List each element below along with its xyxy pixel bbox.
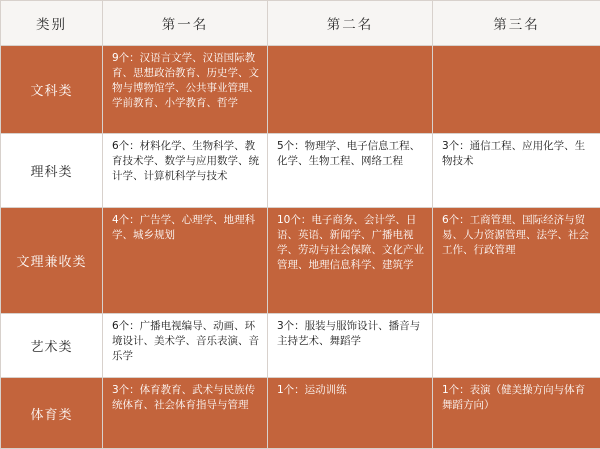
cell-text [433,46,600,51]
first-place-cell [103,314,268,378]
third-place-cell [433,46,600,134]
cell-text: 6个：工商管理、国际经济与贸易、人力资源管理、法学、社会工作、行政管理 [433,208,600,258]
third-place-cell [433,208,600,314]
cell-text: 1个：运动训练 [268,378,432,398]
second-place-cell [268,314,433,378]
first-place-cell [103,134,268,208]
category-cell: 理科类 [1,134,103,208]
third-place-cell [433,378,600,449]
header-first: 第一名 [103,1,268,46]
category-cell: 文理兼收类 [1,208,103,314]
table-row [1,208,600,314]
cell-text: 3个：体育教育、武术与民族传统体育、社会体育指导与管理 [103,378,267,413]
first-place-cell [103,378,268,449]
cell-text: 3个：服装与服饰设计、播音与主持艺术、舞蹈学 [268,314,432,349]
first-place-cell [103,46,268,134]
table-row [1,134,600,208]
category-cell: 体育类 [1,378,103,449]
cell-text [268,46,432,51]
header-third: 第三名 [433,1,600,46]
second-place-cell [268,208,433,314]
cell-text: 9个：汉语言文学、汉语国际教育、思想政治教育、历史学、文物与博物馆学、公共事业管理、学前教育、小学教育、哲学 [103,46,267,111]
cell-text: 6个：材料化学、生物科学、教育技术学、数学与应用数学、统计学、计算机科学与技术 [103,134,267,184]
header-row [1,1,600,46]
cell-text: 3个：通信工程、应用化学、生物技术 [433,134,600,169]
cell-text [433,314,600,319]
second-place-cell [268,46,433,134]
cell-text: 6个：广播电视编导、动画、环境设计、美术学、音乐表演、音乐学 [103,314,267,364]
cell-text: 4个：广告学、心理学、地理科学、城乡规划 [103,208,267,243]
second-place-cell [268,134,433,208]
header-category: 类别 [1,1,103,46]
first-place-cell [103,208,268,314]
table-row [1,378,600,449]
category-cell: 文科类 [1,46,103,134]
cell-text: 5个：物理学、电子信息工程、化学、生物工程、网络工程 [268,134,432,169]
cell-text: 1个：表演（健美操方向与体育舞蹈方向） [433,378,600,413]
header-second: 第二名 [268,1,433,46]
table-row [1,314,600,378]
third-place-cell [433,134,600,208]
table-row [1,46,600,134]
cell-text: 10个：电子商务、会计学、日语、英语、新闻学、广播电视学、劳动与社会保障、文化产业管理、地理信息科学、建筑学 [268,208,432,273]
category-cell: 艺术类 [1,314,103,378]
second-place-cell [268,378,433,449]
third-place-cell [433,314,600,378]
